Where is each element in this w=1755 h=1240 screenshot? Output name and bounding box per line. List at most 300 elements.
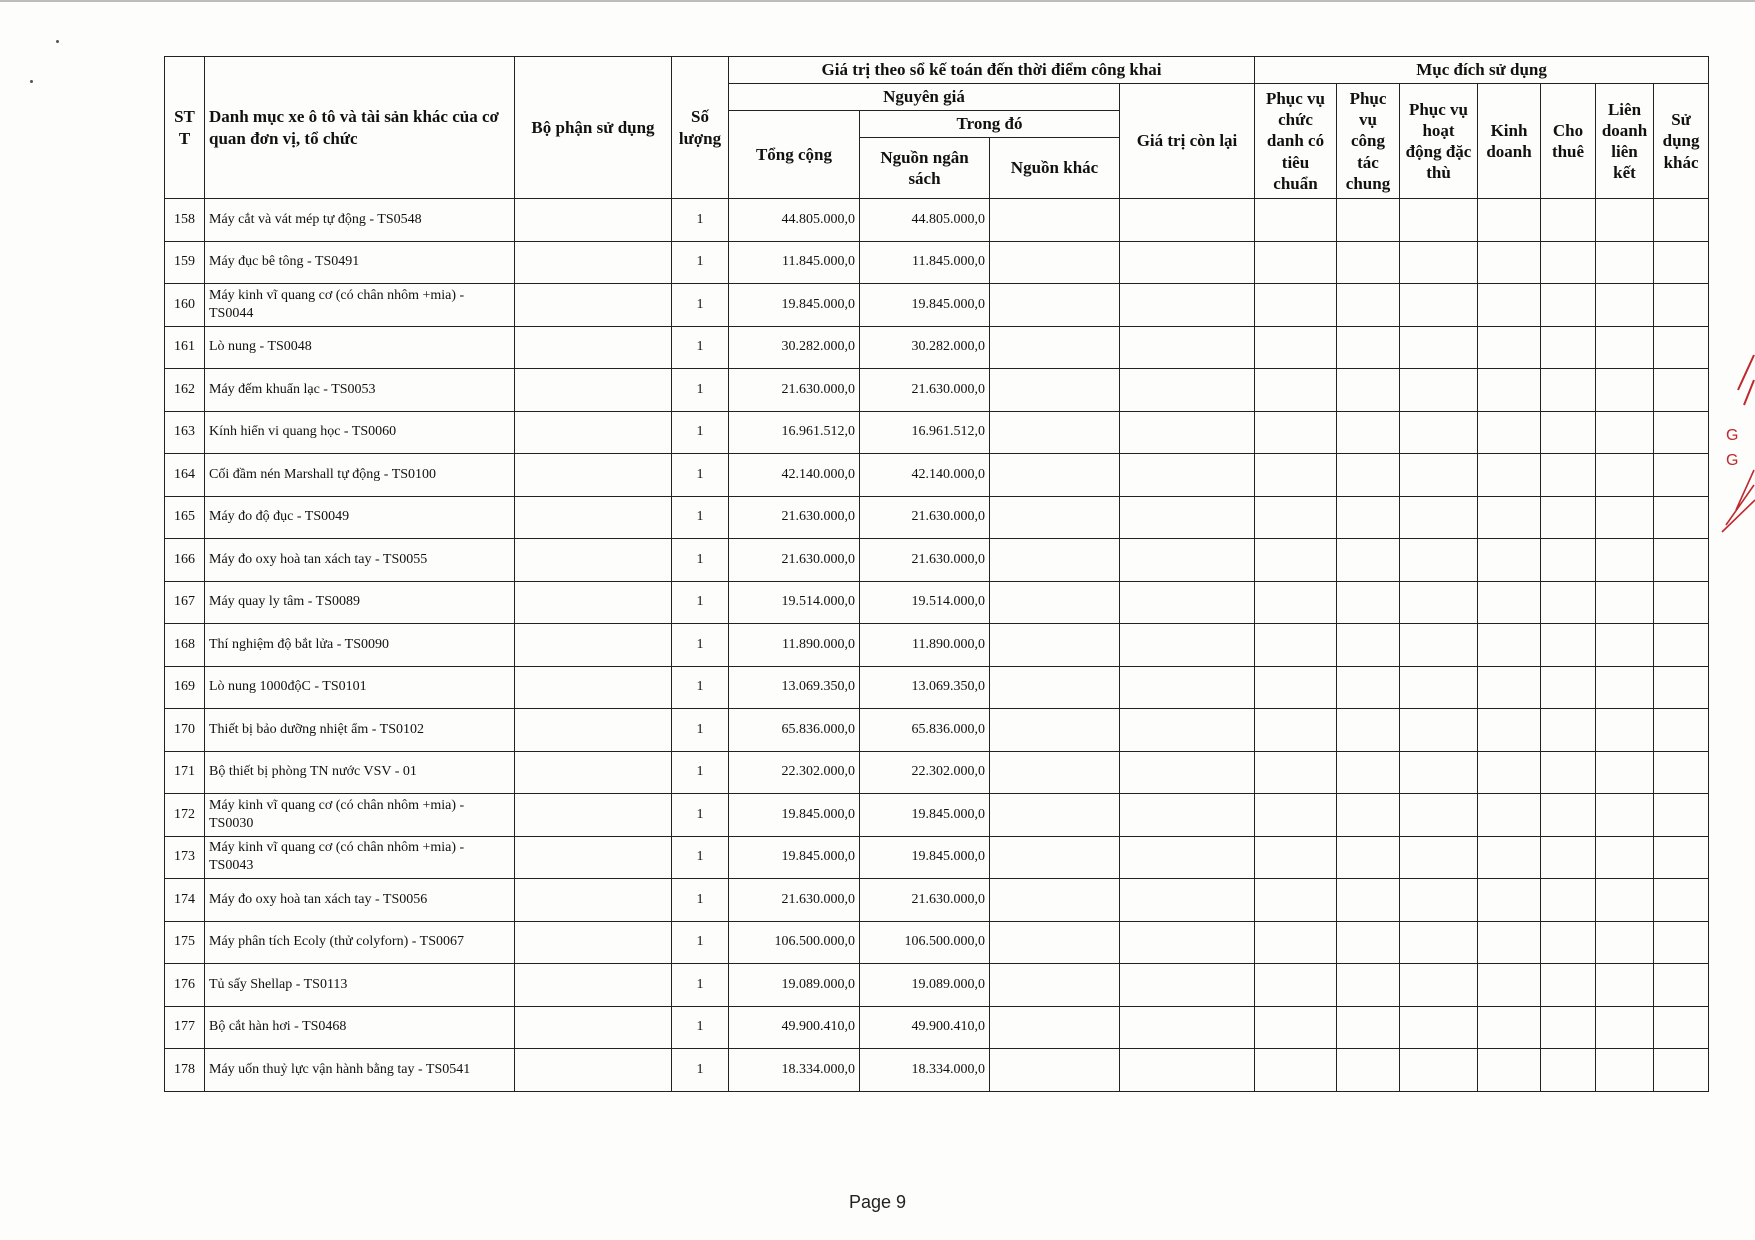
row-other-source bbox=[990, 326, 1120, 369]
row-quantity: 1 bbox=[672, 964, 729, 1007]
row-department bbox=[515, 1006, 672, 1049]
row-other-source bbox=[990, 539, 1120, 582]
row-quantity: 1 bbox=[672, 199, 729, 242]
header-of-which: Trong đó bbox=[860, 111, 1120, 138]
row-total: 19.845.000,0 bbox=[729, 836, 860, 879]
row-purpose-special bbox=[1400, 539, 1478, 582]
row-purpose-business bbox=[1478, 241, 1541, 284]
row-purpose-business bbox=[1478, 964, 1541, 1007]
row-other-source bbox=[990, 241, 1120, 284]
row-purpose-title bbox=[1255, 199, 1337, 242]
row-asset-name: Bộ thiết bị phòng TN nước VSV - 01 bbox=[205, 751, 515, 794]
row-purpose-special bbox=[1400, 496, 1478, 539]
row-remaining-value bbox=[1120, 199, 1255, 242]
row-asset-name: Máy đục bê tông - TS0491 bbox=[205, 241, 515, 284]
row-department bbox=[515, 411, 672, 454]
header-stt: ST T bbox=[165, 57, 205, 199]
row-purpose-joint bbox=[1596, 709, 1654, 752]
row-other-source bbox=[990, 624, 1120, 667]
row-purpose-business bbox=[1478, 1006, 1541, 1049]
header-purpose-business: Kinh doanh bbox=[1478, 84, 1541, 199]
header-purpose-special: Phục vụ hoạt động đặc thù bbox=[1400, 84, 1478, 199]
row-remaining-value bbox=[1120, 454, 1255, 497]
row-other-source bbox=[990, 496, 1120, 539]
row-purpose-business bbox=[1478, 199, 1541, 242]
row-asset-name: Máy cắt và vát mép tự động - TS0548 bbox=[205, 199, 515, 242]
row-remaining-value bbox=[1120, 1006, 1255, 1049]
row-stt: 169 bbox=[165, 666, 205, 709]
row-purpose-joint bbox=[1596, 326, 1654, 369]
row-asset-name: Máy đếm khuẩn lạc - TS0053 bbox=[205, 369, 515, 412]
row-remaining-value bbox=[1120, 709, 1255, 752]
row-department bbox=[515, 709, 672, 752]
row-total: 19.089.000,0 bbox=[729, 964, 860, 1007]
row-purpose-joint bbox=[1596, 496, 1654, 539]
row-asset-name: Máy uốn thuỷ lực vận hành bằng tay - TS0541 bbox=[205, 1049, 515, 1092]
row-purpose-joint bbox=[1596, 199, 1654, 242]
table-row bbox=[165, 199, 1709, 242]
row-total: 18.334.000,0 bbox=[729, 1049, 860, 1092]
row-purpose-business bbox=[1478, 921, 1541, 964]
row-purpose-business bbox=[1478, 794, 1541, 837]
header-total: Tổng cộng bbox=[729, 111, 860, 199]
table-row bbox=[165, 921, 1709, 964]
header-remaining-value: Giá trị còn lại bbox=[1120, 84, 1255, 199]
row-budget-source: 11.890.000,0 bbox=[860, 624, 990, 667]
row-purpose-special bbox=[1400, 284, 1478, 327]
row-purpose-lease bbox=[1541, 1049, 1596, 1092]
row-other-source bbox=[990, 964, 1120, 1007]
row-total: 21.630.000,0 bbox=[729, 369, 860, 412]
row-purpose-other bbox=[1654, 369, 1709, 412]
row-total: 19.514.000,0 bbox=[729, 581, 860, 624]
row-purpose-lease bbox=[1541, 836, 1596, 879]
row-purpose-general bbox=[1337, 326, 1400, 369]
table-row bbox=[165, 666, 1709, 709]
row-purpose-special bbox=[1400, 199, 1478, 242]
row-total: 21.630.000,0 bbox=[729, 496, 860, 539]
row-asset-name: Cối đầm nén Marshall tự động - TS0100 bbox=[205, 454, 515, 497]
row-department bbox=[515, 539, 672, 582]
row-stt: 172 bbox=[165, 794, 205, 837]
row-stt: 170 bbox=[165, 709, 205, 752]
row-purpose-other bbox=[1654, 581, 1709, 624]
row-purpose-special bbox=[1400, 369, 1478, 412]
row-purpose-lease bbox=[1541, 751, 1596, 794]
row-quantity: 1 bbox=[672, 709, 729, 752]
row-remaining-value bbox=[1120, 539, 1255, 582]
row-stt: 174 bbox=[165, 879, 205, 922]
row-remaining-value bbox=[1120, 241, 1255, 284]
row-purpose-special bbox=[1400, 624, 1478, 667]
scan-top-edge bbox=[0, 0, 1755, 2]
row-asset-name: Thiết bị bảo dưỡng nhiệt ẩm - TS0102 bbox=[205, 709, 515, 752]
row-stt: 167 bbox=[165, 581, 205, 624]
table-header bbox=[165, 57, 1709, 199]
scan-speck bbox=[56, 40, 59, 43]
row-asset-name: Máy đo oxy hoà tan xách tay - TS0055 bbox=[205, 539, 515, 582]
row-purpose-business bbox=[1478, 879, 1541, 922]
row-purpose-business bbox=[1478, 624, 1541, 667]
table-row bbox=[165, 539, 1709, 582]
row-purpose-special bbox=[1400, 794, 1478, 837]
row-purpose-general bbox=[1337, 879, 1400, 922]
header-budget-source: Nguồn ngân sách bbox=[860, 138, 990, 199]
row-quantity: 1 bbox=[672, 241, 729, 284]
row-department bbox=[515, 794, 672, 837]
table-row bbox=[165, 709, 1709, 752]
header-other-source: Nguồn khác bbox=[990, 138, 1120, 199]
row-total: 22.302.000,0 bbox=[729, 751, 860, 794]
row-purpose-general bbox=[1337, 496, 1400, 539]
row-purpose-title bbox=[1255, 1006, 1337, 1049]
row-budget-source: 11.845.000,0 bbox=[860, 241, 990, 284]
row-purpose-lease bbox=[1541, 241, 1596, 284]
table-row bbox=[165, 1006, 1709, 1049]
row-purpose-lease bbox=[1541, 921, 1596, 964]
row-asset-name: Máy đo oxy hoà tan xách tay - TS0056 bbox=[205, 879, 515, 922]
row-purpose-other bbox=[1654, 751, 1709, 794]
row-budget-source: 21.630.000,0 bbox=[860, 496, 990, 539]
row-department bbox=[515, 836, 672, 879]
row-purpose-general bbox=[1337, 624, 1400, 667]
row-purpose-special bbox=[1400, 921, 1478, 964]
table-body bbox=[165, 199, 1709, 1092]
row-asset-name: Máy kinh vĩ quang cơ (có chân nhôm +mia) - TS0030 bbox=[205, 794, 515, 837]
row-quantity: 1 bbox=[672, 539, 729, 582]
row-purpose-general bbox=[1337, 411, 1400, 454]
row-stt: 171 bbox=[165, 751, 205, 794]
row-remaining-value bbox=[1120, 284, 1255, 327]
page-number: Page 9 bbox=[848, 1192, 907, 1212]
row-department bbox=[515, 496, 672, 539]
row-remaining-value bbox=[1120, 794, 1255, 837]
row-budget-source: 19.845.000,0 bbox=[860, 836, 990, 879]
row-remaining-value bbox=[1120, 369, 1255, 412]
row-other-source bbox=[990, 1049, 1120, 1092]
table-row bbox=[165, 794, 1709, 837]
row-asset-name: Máy đo độ đục - TS0049 bbox=[205, 496, 515, 539]
row-purpose-lease bbox=[1541, 284, 1596, 327]
row-total: 21.630.000,0 bbox=[729, 539, 860, 582]
row-purpose-title bbox=[1255, 284, 1337, 327]
row-quantity: 1 bbox=[672, 751, 729, 794]
row-purpose-general bbox=[1337, 1006, 1400, 1049]
row-quantity: 1 bbox=[672, 921, 729, 964]
row-stt: 177 bbox=[165, 1006, 205, 1049]
row-purpose-other bbox=[1654, 1049, 1709, 1092]
row-purpose-title bbox=[1255, 964, 1337, 1007]
row-purpose-business bbox=[1478, 581, 1541, 624]
row-budget-source: 19.089.000,0 bbox=[860, 964, 990, 1007]
row-purpose-business bbox=[1478, 751, 1541, 794]
header-quantity: Số lượng bbox=[672, 57, 729, 199]
row-purpose-lease bbox=[1541, 326, 1596, 369]
row-department bbox=[515, 1049, 672, 1092]
row-total: 65.836.000,0 bbox=[729, 709, 860, 752]
row-purpose-general bbox=[1337, 666, 1400, 709]
row-purpose-title bbox=[1255, 581, 1337, 624]
row-purpose-general bbox=[1337, 921, 1400, 964]
row-purpose-lease bbox=[1541, 454, 1596, 497]
row-asset-name: Lò nung 1000độC - TS0101 bbox=[205, 666, 515, 709]
row-purpose-general bbox=[1337, 581, 1400, 624]
row-purpose-other bbox=[1654, 836, 1709, 879]
row-remaining-value bbox=[1120, 624, 1255, 667]
row-purpose-business bbox=[1478, 411, 1541, 454]
row-asset-name: Máy kinh vĩ quang cơ (có chân nhôm +mia) - TS0043 bbox=[205, 836, 515, 879]
row-quantity: 1 bbox=[672, 496, 729, 539]
row-other-source bbox=[990, 836, 1120, 879]
header-department: Bộ phận sử dụng bbox=[515, 57, 672, 199]
row-purpose-special bbox=[1400, 836, 1478, 879]
row-purpose-lease bbox=[1541, 666, 1596, 709]
row-purpose-business bbox=[1478, 1049, 1541, 1092]
row-budget-source: 19.514.000,0 bbox=[860, 581, 990, 624]
row-budget-source: 22.302.000,0 bbox=[860, 751, 990, 794]
row-stt: 163 bbox=[165, 411, 205, 454]
table-row bbox=[165, 836, 1709, 879]
header-purpose-other: Sử dụng khác bbox=[1654, 84, 1709, 199]
row-purpose-joint bbox=[1596, 964, 1654, 1007]
row-purpose-title bbox=[1255, 496, 1337, 539]
row-budget-source: 21.630.000,0 bbox=[860, 369, 990, 412]
row-asset-name: Tủ sấy Shellap - TS0113 bbox=[205, 964, 515, 1007]
row-purpose-general bbox=[1337, 794, 1400, 837]
row-total: 16.961.512,0 bbox=[729, 411, 860, 454]
row-purpose-other bbox=[1654, 794, 1709, 837]
row-total: 11.845.000,0 bbox=[729, 241, 860, 284]
row-quantity: 1 bbox=[672, 836, 729, 879]
row-budget-source: 19.845.000,0 bbox=[860, 284, 990, 327]
row-purpose-business bbox=[1478, 539, 1541, 582]
row-purpose-special bbox=[1400, 411, 1478, 454]
row-purpose-lease bbox=[1541, 709, 1596, 752]
row-purpose-other bbox=[1654, 921, 1709, 964]
row-purpose-joint bbox=[1596, 624, 1654, 667]
row-quantity: 1 bbox=[672, 1049, 729, 1092]
row-remaining-value bbox=[1120, 921, 1255, 964]
row-purpose-title bbox=[1255, 921, 1337, 964]
row-department bbox=[515, 581, 672, 624]
row-purpose-other bbox=[1654, 624, 1709, 667]
table-row bbox=[165, 326, 1709, 369]
row-purpose-general bbox=[1337, 241, 1400, 284]
row-purpose-title bbox=[1255, 411, 1337, 454]
row-asset-name: Máy phân tích Ecoly (thử colyforn) - TS0067 bbox=[205, 921, 515, 964]
table-row bbox=[165, 369, 1709, 412]
row-stt: 173 bbox=[165, 836, 205, 879]
row-total: 19.845.000,0 bbox=[729, 794, 860, 837]
row-purpose-general bbox=[1337, 964, 1400, 1007]
row-department bbox=[515, 879, 672, 922]
row-purpose-general bbox=[1337, 454, 1400, 497]
row-purpose-joint bbox=[1596, 666, 1654, 709]
header-original-price: Nguyên giá bbox=[729, 84, 1120, 111]
row-department bbox=[515, 241, 672, 284]
row-stt: 164 bbox=[165, 454, 205, 497]
row-purpose-general bbox=[1337, 836, 1400, 879]
row-other-source bbox=[990, 709, 1120, 752]
row-purpose-special bbox=[1400, 241, 1478, 284]
row-purpose-joint bbox=[1596, 539, 1654, 582]
row-department bbox=[515, 751, 672, 794]
row-quantity: 1 bbox=[672, 666, 729, 709]
row-budget-source: 19.845.000,0 bbox=[860, 794, 990, 837]
row-budget-source: 65.836.000,0 bbox=[860, 709, 990, 752]
row-purpose-business bbox=[1478, 666, 1541, 709]
row-purpose-general bbox=[1337, 1049, 1400, 1092]
row-purpose-lease bbox=[1541, 879, 1596, 922]
table-row bbox=[165, 581, 1709, 624]
table-row bbox=[165, 284, 1709, 327]
row-total: 21.630.000,0 bbox=[729, 879, 860, 922]
row-purpose-general bbox=[1337, 539, 1400, 582]
row-purpose-title bbox=[1255, 454, 1337, 497]
row-quantity: 1 bbox=[672, 284, 729, 327]
row-asset-name: Bộ cắt hàn hơi - TS0468 bbox=[205, 1006, 515, 1049]
row-purpose-lease bbox=[1541, 411, 1596, 454]
row-stt: 160 bbox=[165, 284, 205, 327]
row-budget-source: 18.334.000,0 bbox=[860, 1049, 990, 1092]
row-quantity: 1 bbox=[672, 581, 729, 624]
row-purpose-special bbox=[1400, 751, 1478, 794]
row-remaining-value bbox=[1120, 326, 1255, 369]
row-purpose-special bbox=[1400, 666, 1478, 709]
header-purpose: Mục đích sử dụng bbox=[1255, 57, 1709, 84]
row-quantity: 1 bbox=[672, 794, 729, 837]
row-stt: 165 bbox=[165, 496, 205, 539]
row-budget-source: 13.069.350,0 bbox=[860, 666, 990, 709]
row-remaining-value bbox=[1120, 411, 1255, 454]
row-total: 49.900.410,0 bbox=[729, 1006, 860, 1049]
row-quantity: 1 bbox=[672, 411, 729, 454]
row-purpose-joint bbox=[1596, 284, 1654, 327]
row-other-source bbox=[990, 581, 1120, 624]
table-row bbox=[165, 624, 1709, 667]
svg-text:G: G bbox=[1726, 452, 1739, 469]
header-purpose-general: Phục vụ công tác chung bbox=[1337, 84, 1400, 199]
row-budget-source: 30.282.000,0 bbox=[860, 326, 990, 369]
row-purpose-joint bbox=[1596, 1049, 1654, 1092]
row-budget-source: 42.140.000,0 bbox=[860, 454, 990, 497]
row-purpose-special bbox=[1400, 964, 1478, 1007]
row-other-source bbox=[990, 411, 1120, 454]
row-purpose-title bbox=[1255, 241, 1337, 284]
row-purpose-title bbox=[1255, 879, 1337, 922]
row-stt: 162 bbox=[165, 369, 205, 412]
row-quantity: 1 bbox=[672, 1006, 729, 1049]
row-other-source bbox=[990, 666, 1120, 709]
row-purpose-joint bbox=[1596, 1006, 1654, 1049]
row-budget-source: 21.630.000,0 bbox=[860, 879, 990, 922]
row-purpose-business bbox=[1478, 836, 1541, 879]
row-budget-source: 21.630.000,0 bbox=[860, 539, 990, 582]
row-purpose-title bbox=[1255, 836, 1337, 879]
row-purpose-title bbox=[1255, 709, 1337, 752]
svg-text:G: G bbox=[1726, 427, 1739, 444]
row-purpose-other bbox=[1654, 666, 1709, 709]
row-stt: 161 bbox=[165, 326, 205, 369]
row-purpose-title bbox=[1255, 326, 1337, 369]
row-purpose-business bbox=[1478, 369, 1541, 412]
row-purpose-special bbox=[1400, 1049, 1478, 1092]
row-remaining-value bbox=[1120, 836, 1255, 879]
row-remaining-value bbox=[1120, 666, 1255, 709]
row-quantity: 1 bbox=[672, 326, 729, 369]
row-department bbox=[515, 624, 672, 667]
row-remaining-value bbox=[1120, 964, 1255, 1007]
row-purpose-special bbox=[1400, 1006, 1478, 1049]
row-purpose-special bbox=[1400, 581, 1478, 624]
table-row bbox=[165, 1049, 1709, 1092]
row-asset-name: Máy quay ly tâm - TS0089 bbox=[205, 581, 515, 624]
row-budget-source: 106.500.000,0 bbox=[860, 921, 990, 964]
row-purpose-joint bbox=[1596, 794, 1654, 837]
row-remaining-value bbox=[1120, 581, 1255, 624]
row-purpose-lease bbox=[1541, 581, 1596, 624]
row-purpose-general bbox=[1337, 369, 1400, 412]
row-purpose-other bbox=[1654, 964, 1709, 1007]
row-purpose-other bbox=[1654, 539, 1709, 582]
row-total: 42.140.000,0 bbox=[729, 454, 860, 497]
row-purpose-general bbox=[1337, 199, 1400, 242]
row-quantity: 1 bbox=[672, 879, 729, 922]
row-purpose-joint bbox=[1596, 454, 1654, 497]
row-purpose-special bbox=[1400, 709, 1478, 752]
row-quantity: 1 bbox=[672, 454, 729, 497]
table-row bbox=[165, 241, 1709, 284]
row-purpose-title bbox=[1255, 369, 1337, 412]
asset-table bbox=[164, 56, 1709, 1092]
row-other-source bbox=[990, 751, 1120, 794]
row-budget-source: 16.961.512,0 bbox=[860, 411, 990, 454]
row-remaining-value bbox=[1120, 496, 1255, 539]
row-department bbox=[515, 326, 672, 369]
row-other-source bbox=[990, 879, 1120, 922]
row-total: 106.500.000,0 bbox=[729, 921, 860, 964]
row-department bbox=[515, 666, 672, 709]
row-stt: 168 bbox=[165, 624, 205, 667]
row-purpose-title bbox=[1255, 539, 1337, 582]
row-purpose-joint bbox=[1596, 921, 1654, 964]
row-stt: 158 bbox=[165, 199, 205, 242]
row-other-source bbox=[990, 921, 1120, 964]
row-purpose-other bbox=[1654, 411, 1709, 454]
row-total: 19.845.000,0 bbox=[729, 284, 860, 327]
row-purpose-business bbox=[1478, 284, 1541, 327]
row-purpose-title bbox=[1255, 751, 1337, 794]
row-purpose-other bbox=[1654, 709, 1709, 752]
row-purpose-business bbox=[1478, 454, 1541, 497]
row-purpose-other bbox=[1654, 496, 1709, 539]
row-purpose-other bbox=[1654, 284, 1709, 327]
row-stt: 166 bbox=[165, 539, 205, 582]
row-other-source bbox=[990, 454, 1120, 497]
row-department bbox=[515, 454, 672, 497]
row-purpose-other bbox=[1654, 1006, 1709, 1049]
row-purpose-joint bbox=[1596, 751, 1654, 794]
row-total: 30.282.000,0 bbox=[729, 326, 860, 369]
table-row bbox=[165, 751, 1709, 794]
row-purpose-general bbox=[1337, 751, 1400, 794]
row-purpose-other bbox=[1654, 326, 1709, 369]
row-purpose-lease bbox=[1541, 496, 1596, 539]
row-remaining-value bbox=[1120, 751, 1255, 794]
row-purpose-joint bbox=[1596, 241, 1654, 284]
row-asset-name: Máy kinh vĩ quang cơ (có chân nhôm +mia) - TS0044 bbox=[205, 284, 515, 327]
row-purpose-lease bbox=[1541, 964, 1596, 1007]
